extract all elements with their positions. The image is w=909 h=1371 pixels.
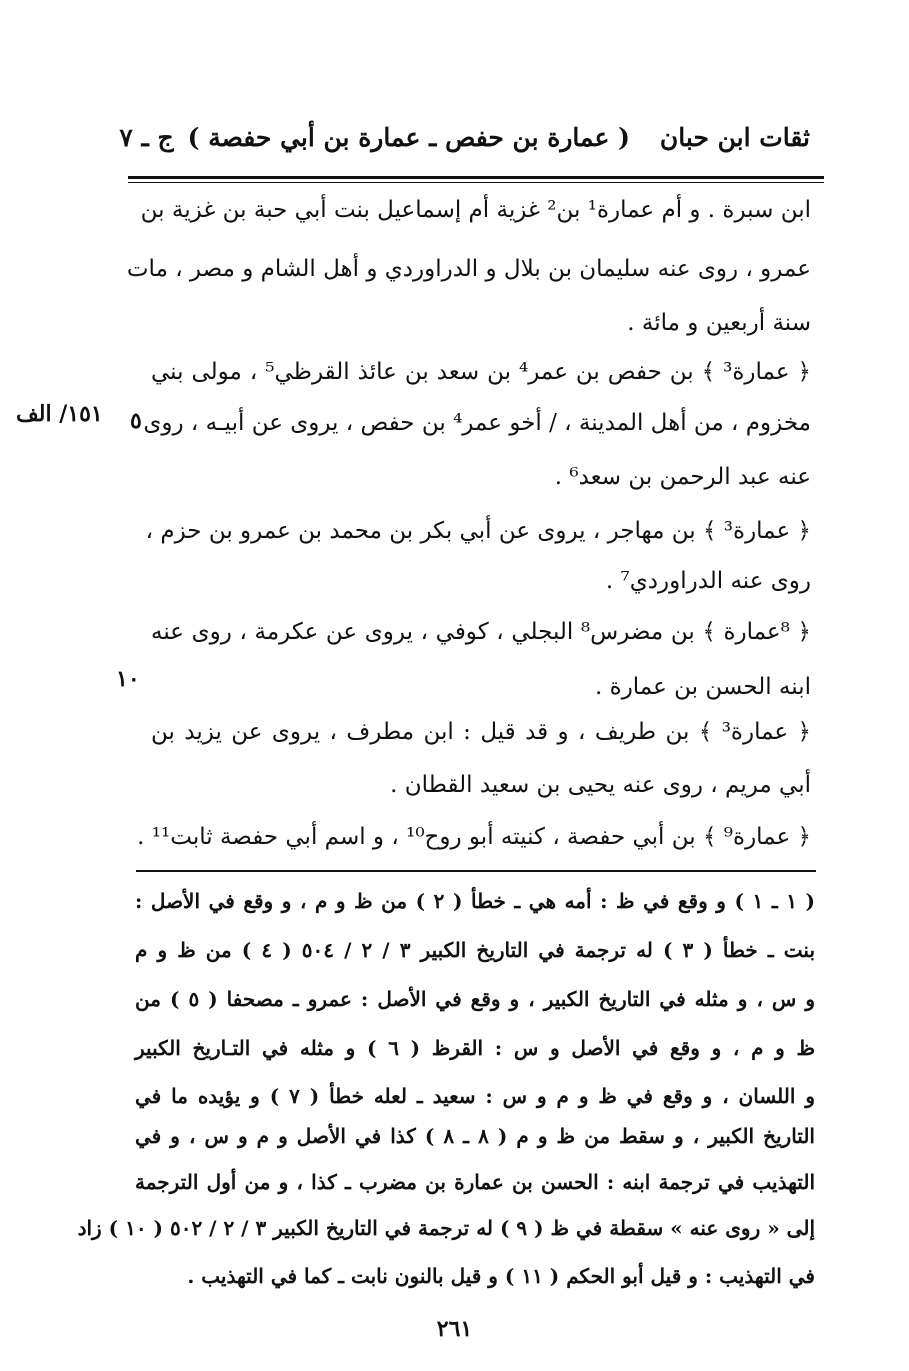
- line-number-10: ١٠: [116, 666, 140, 692]
- body-line: روى عنه الدراوردي⁷ .: [605, 568, 811, 594]
- folio-marker: ١٥١/ الف: [16, 401, 103, 427]
- body-line: ابن سبرة . و أم عمارة¹ بن² غزية أم إسماعيل بنت أبي حبة بن غزية بن: [140, 197, 811, 223]
- footnote-line: التاريخ الكبير ، و سقط من ظ و م ( ٨ ـ ٨ ) كذا في الأصل و م و س ، و في: [135, 1124, 815, 1148]
- footnote-line: و اللسان ، و وقع في ظ و م و س : سعيد ـ لعله خطأ ( ٧ ) و يؤيده ما في: [135, 1084, 815, 1108]
- header-rule-thin: [128, 182, 824, 183]
- book-title: ثقات ابن حبان: [659, 122, 810, 152]
- footnote-line: في التهذيب : و قيل أبو الحكم ( ١١ ) و قيل بالنون نابت ـ كما في التهذيب .: [187, 1264, 815, 1288]
- footnote-line: التهذيب في ترجمة ابنه : الحسن بن عمارة بن مضرب ـ كذا ، و من أول الترجمة: [135, 1170, 815, 1194]
- entry-line: ﴿ عمارة³ ﴾ بن مهاجر ، يروى عن أبي بكر بن محمد بن عمرو بن حزم ،: [145, 518, 811, 544]
- volume-label: ج ـ ٧: [119, 122, 174, 152]
- footnote-line: إلى « روى عنه » سقطة في ظ ( ٩ ) له ترجمة في التاريخ الكبير ٣ / ٢ / ٥٠٢ ( ١٠ ) زاد: [77, 1216, 815, 1240]
- line-number-5: ٥: [130, 408, 142, 434]
- body-line: ابنه الحسن بن عمارة .: [595, 674, 811, 700]
- footnote-line: و س ، و مثله في التاريخ الكبير ، و وقع في الأصل : عمرو ـ مصحفا ( ٥ ) من: [135, 987, 815, 1011]
- entry-line: ﴿ ⁸عمارة ﴾ بن مضرس⁸ البجلي ، كوفي ، يروى عن عكرمة ، روى عنه: [151, 619, 811, 645]
- footnote-line: ( ١ ـ ١ ) و وقع في ظ : أمه هي ـ خطأ ( ٢ ) من ظ و م ، و وقع في الأصل :: [135, 889, 815, 913]
- footnote-divider: [136, 870, 816, 872]
- header-topic: ( عمارة بن حفص ـ عمارة بن أبي حفصة ): [187, 122, 630, 152]
- body-line: عنه عبد الرحمن بن سعد⁶ .: [554, 464, 811, 490]
- body-line: عمرو ، روى عنه سليمان بن بلال و الدراوردي و أهل الشام و مصر ، مات: [126, 256, 811, 282]
- body-line: سنة أربعين و مائة .: [627, 310, 811, 336]
- running-header: [119, 112, 810, 162]
- entry-line: ﴿ عمارة³ ﴾ بن طريف ، و قد قيل : ابن مطرف ، يروى عن يزيد بن: [151, 719, 811, 745]
- footnote-line: ظ و م ، و وقع في الأصل و س : القرظ ( ٦ ) و مثله في التـاريخ الكبير: [135, 1036, 816, 1060]
- header-rule: [128, 176, 824, 179]
- entry-line: ﴿ عمارة⁹ ﴾ بن أبي حفصة ، كنيته أبو روح¹⁰ ، و اسم أبي حفصة ثابت¹¹ .: [137, 824, 811, 850]
- body-line: مخزوم ، من أهل المدينة ، / أخو عمر⁴ بن حفص ، يروى عن أبيـه ، روى: [143, 410, 811, 436]
- body-line: أبي مريم ، روى عنه يحيى بن سعيد القطان .: [390, 772, 811, 798]
- footnote-line: بنت ـ خطأ ( ٣ ) له ترجمة في التاريخ الكبير ٣ / ٢ / ٥٠٤ ( ٤ ) من ظ و م: [135, 938, 816, 962]
- entry-line: ﴿ عمارة³ ﴾ بن حفص بن عمر⁴ بن سعد بن عائذ القرظي⁵ ، مولى بني: [151, 359, 811, 385]
- page-number: ٢٦١: [436, 1316, 473, 1342]
